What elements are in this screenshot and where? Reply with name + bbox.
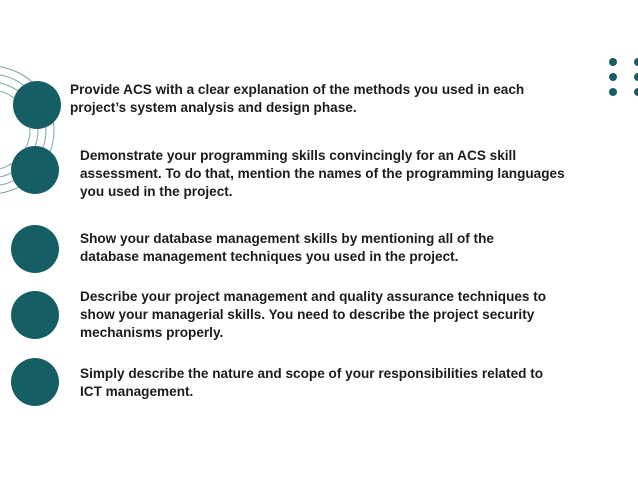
text-line: assessment. To do that, mention the names of the programming languages — [80, 166, 565, 181]
text-line: Demonstrate your programming skills convincingly for an ACS skill — [80, 148, 517, 163]
dot-grid-decoration — [604, 54, 638, 102]
text-line: ICT management. — [80, 384, 194, 399]
text-line: Simply describe the nature and scope of your responsibilities related to — [80, 366, 544, 381]
text-line: Show your database management skills by mentioning all of the — [80, 231, 494, 246]
list-item-text — [80, 147, 565, 201]
text-line: database management techniques you used in the project. — [80, 249, 459, 264]
text-line: Describe your project management and quality assurance techniques to — [80, 289, 547, 304]
bullet-circle-icon — [11, 291, 59, 339]
list-item-text — [70, 81, 524, 117]
list-item-text — [80, 288, 546, 342]
text-line: show your managerial skills. You need to describe the project security — [80, 307, 535, 322]
bullet-circle-icon — [13, 81, 61, 129]
text-line: you used in the project. — [80, 184, 233, 199]
text-line: mechanisms properly. — [80, 325, 224, 340]
text-line: Provide ACS with a clear explanation of the methods you used in each — [70, 82, 525, 97]
bullet-circle-icon — [11, 358, 59, 406]
list-item-text — [80, 365, 543, 401]
list-item-text — [80, 230, 494, 266]
text-line: project’s system analysis and design phase. — [70, 100, 357, 115]
bullet-circle-icon — [11, 225, 59, 273]
bullet-circle-icon — [11, 146, 59, 194]
